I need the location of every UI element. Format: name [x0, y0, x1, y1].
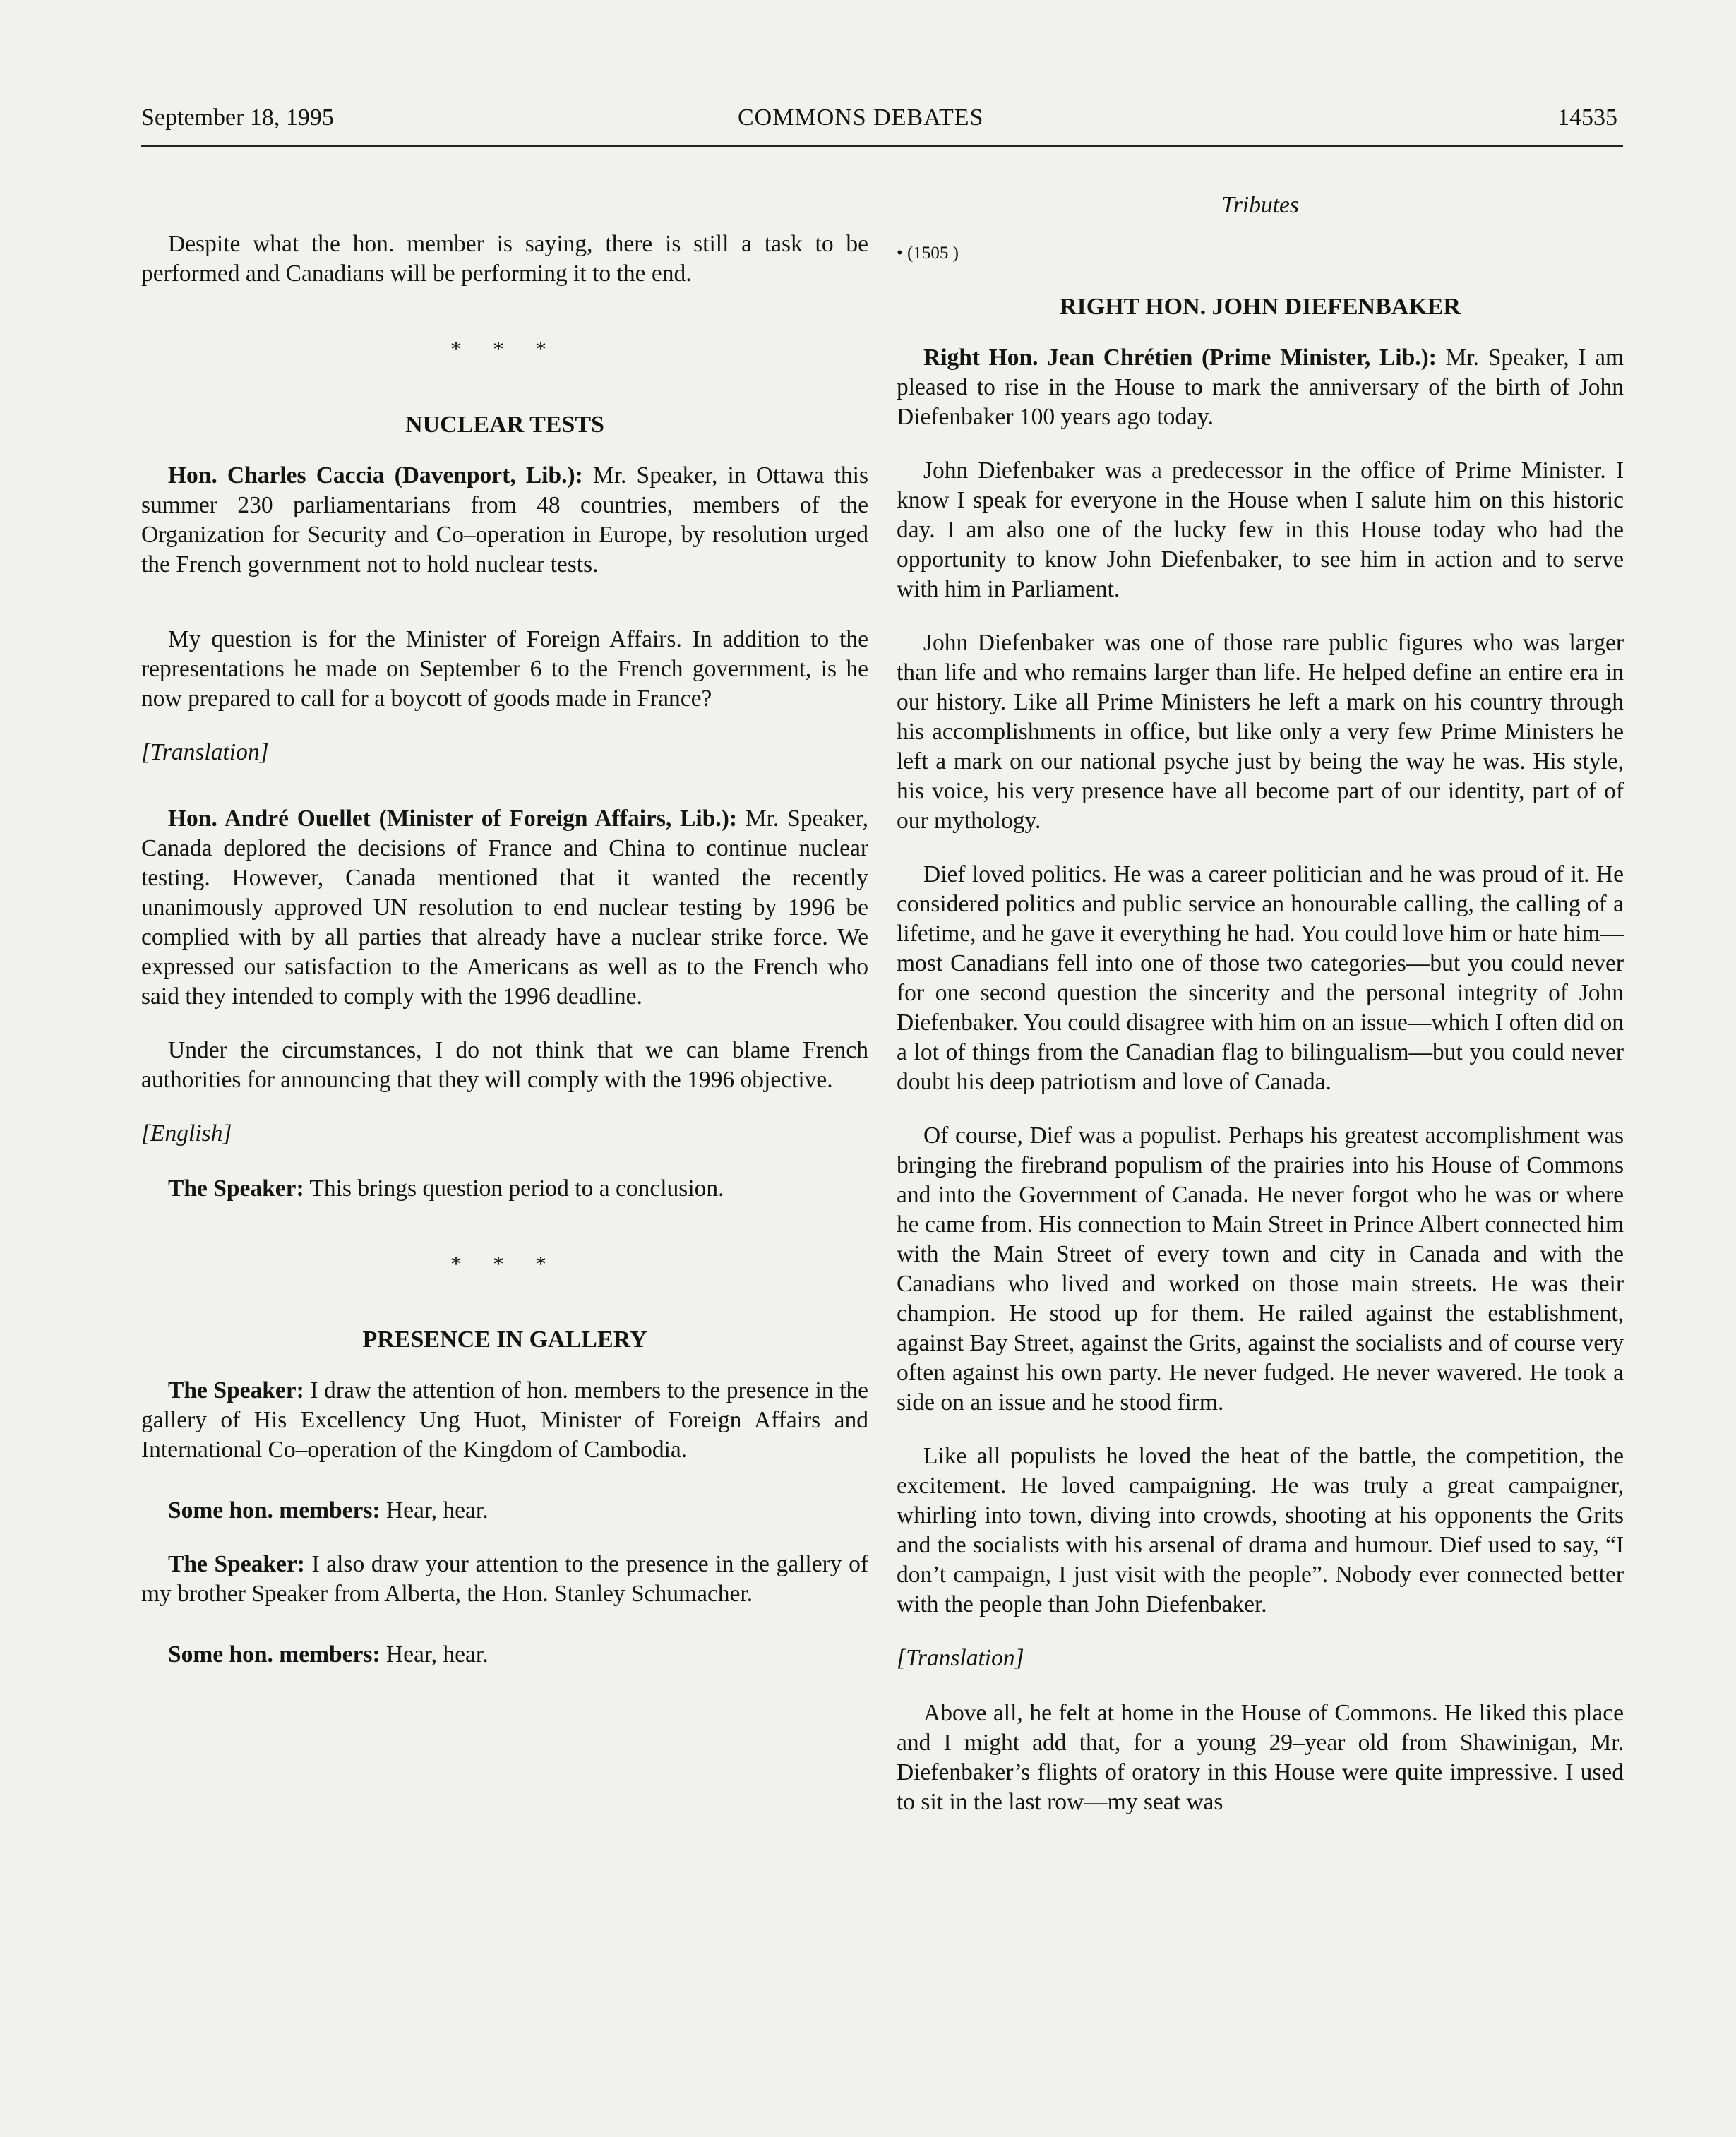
heading-presence-in-gallery: PRESENCE IN GALLERY [362, 1327, 647, 1353]
paragraph-4: Dief loved politics. He was a career politician and he was proud of it. He considered politics and public service an honourable calling, the calling of a lifetime, and he gave it everything he had. You could love him or hate him—most Canadians fell into one of those two categories—but you could never for one second question the sincerity and the personal integrity of John Diefenbaker. You could disagree with him on an issue—which I often did on a lot of things from the Canadian flag to bilingualism—but you could never doubt his deep patriotism and love of Canada. [897, 861, 1624, 1095]
speaker-text: This brings question period to a conclusion. [304, 1175, 724, 1202]
members-text: Hear, hear. [380, 1641, 489, 1668]
paragraph-ouellet-2: Under the circumstances, I do not think that we can blame French authorities for announcing that they will comply with the 1996 objective. [141, 1037, 868, 1093]
speaker-label: The Speaker: [168, 1175, 304, 1202]
ouellet-text: Mr. Speaker, Canada deplored the decisions of France and China to continue nuclear testing. However, Canada mentioned that it wanted the recently unanimously approved UN resolution to end nuclear testing by 1996 be complied with by all parties that already have a nuclear strike force. We expressed our satisfaction to the Americans as well as to the French who said they intended to comply with the 1996 deadline. [141, 806, 868, 1010]
caccia-text: Mr. Speaker, in Ottawa this summer 230 parliamentarians from 48 countries, members of the Organization for Security and Co–operation in Europe, by resolution urged the French government not to hold nuclear tests. [141, 462, 868, 577]
language-marker-translation: [Translation] [141, 739, 269, 765]
paragraph-caccia [141, 461, 868, 580]
header-page-number: 14535 [1557, 104, 1617, 131]
members-label: Some hon. members: [168, 1641, 381, 1668]
heading-diefenbaker: RIGHT HON. JOHN DIEFENBAKER [1059, 294, 1461, 320]
speaker-ouellet: Hon. André Ouellet (Minister of Foreign Affairs, Lib.): [168, 806, 738, 832]
members-text: Hear, hear. [380, 1497, 489, 1524]
paragraph-7: Above all, he felt at home in the House of Commons. He liked this place and I might add that, for a young 29–year old from Shawinigan, Mr. Diefenbaker’s flights of oratory in this House were quite impressive. I used to sit in the last row—my seat was [897, 1700, 1624, 1815]
paragraph-speaker-alberta [141, 1550, 868, 1609]
right-column [897, 191, 1624, 1841]
section-divider: * * * [450, 1251, 559, 1276]
chretien-text: Mr. Speaker, I am pleased to rise in the House to mark the anniversary of the birth of John Diefenbaker 100 years ago today. [897, 345, 1624, 430]
paragraph-6: Like all populists he loved the heat of the battle, the competition, the excitement. He loved campaigning. He was truly a great campaigner, whirling into town, diving into crowds, shooting at his opponents the Grits and the socialists with his arsenal of drama and humour. Dief used to say, “I don’t campaign, I just visit with the people”. Nobody ever connected better with the people than John Diefenbaker. [897, 1443, 1624, 1617]
left-column [141, 191, 868, 1694]
paragraph-task: Despite what the hon. member is saying, there is still a task to be performed and Canadians will be performing it to the end. [141, 231, 868, 287]
header-title: COMMONS DEBATES [738, 104, 984, 131]
heading-nuclear-tests: NUCLEAR TESTS [405, 412, 604, 438]
running-head: Tributes [1221, 192, 1299, 218]
speaker-text: I also draw your attention to the presence in the gallery of my brother Speaker from Alberta, the Hon. Stanley Schumacher. [141, 1551, 869, 1607]
speaker-chretien: Right Hon. Jean Chrétien (Prime Minister, Lib.): [923, 345, 1437, 371]
paragraph-speaker-conclusion [141, 1174, 868, 1204]
paragraph-members-hear-2 [141, 1640, 868, 1670]
speaker-label: The Speaker: [168, 1377, 304, 1403]
header-rule [141, 145, 1623, 147]
paragraph-2: John Diefenbaker was a predecessor in the office of Prime Minister. I know I speak for everyone in the House when I salute him on this historic day. I am also one of the lucky few in this House today who had the opportunity to know John Diefenbaker, to see him in action and to serve with him in Parliament. [897, 457, 1624, 602]
language-marker-translation: [Translation] [897, 1645, 1024, 1671]
paragraph-chretien [897, 343, 1624, 432]
members-label: Some hon. members: [168, 1497, 381, 1524]
paragraph-speaker-gallery [141, 1376, 868, 1465]
speaker-text: I draw the attention of hon. members to the presence in the gallery of His Excellency Ung Huot, Minister of Foreign Affairs and International Co–operation of the Kingdom of Cambodia. [141, 1377, 869, 1463]
paragraph-caccia-question: My question is for the Minister of Foreign Affairs. In addition to the representations he made on September 6 to the French government, is he now prepared to call for a boycott of goods made in France? [141, 626, 868, 712]
paragraph-3: John Diefenbaker was one of those rare public figures who was larger than life and who remains larger than life. He helped define an entire era in our history. Like all Prime Ministers he left a mark on his country through his accomplishments in office, but like only a very few Prime Ministers he left a mark on our national psyche just by being the way he was. His style, his voice, his very presence have all become part of our identity, part of of our mythology. [897, 630, 1624, 834]
paragraph-5: Of course, Dief was a populist. Perhaps his greatest accomplishment was bringing the firebrand populism of the prairies into his House of Commons and into the Government of Canada. He never forgot who he was or where he came from. His connection to Main Street in Prince Albert connected him with the Main Street of every town and city in Canada and with the Canadians who lived and worked on those main streets. He was their champion. He stood up for them. He railed against the establishment, against Bay Street, against the Grits, against the socialists and of course very often against his own party. He never fudged. He never wavered. He took a side on an issue and he stood firm. [897, 1123, 1624, 1415]
language-marker-english: [English] [141, 1120, 232, 1147]
speaker-label: The Speaker: [168, 1551, 305, 1577]
speaker-caccia: Hon. Charles Caccia (Davenport, Lib.): [168, 462, 583, 489]
paragraph-ouellet [141, 804, 868, 1012]
header-date: September 18, 1995 [141, 104, 334, 131]
paragraph-members-hear [141, 1496, 868, 1526]
section-divider: * * * [450, 336, 559, 361]
timestamp: • (1505 ) [897, 244, 959, 263]
